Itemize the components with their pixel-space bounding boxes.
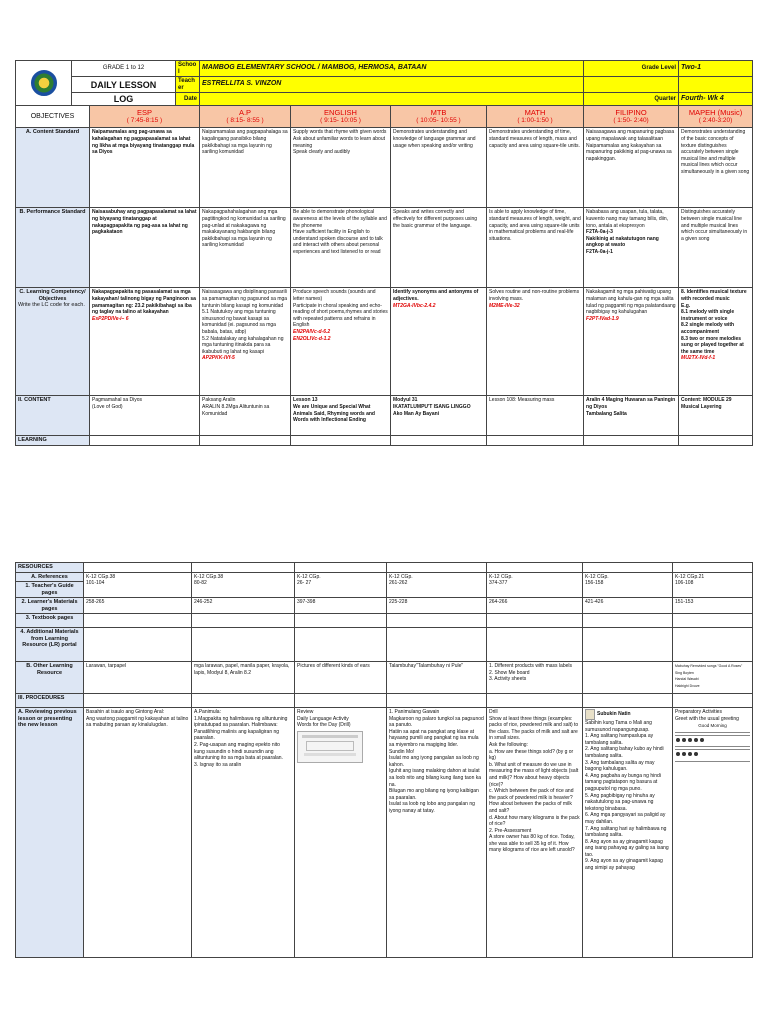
proc-mtb: 1. Panimulang Gawain Magkaroon ng palaro tungkol sa pagsunod sa panuto. Hatiin sa apat na pangkat ang klase at hayaang pumili ang pangkat ng isa mula sa miyembro na magiging lider. Sundin Mo! Isulat mo ang iyong pangalan sa loob ng kahon. Iguhit ang isang malaking dahon at isulat sa loob nito ang bilang kung ilang taon ka na. Bilugan mo ang bilang ng iyong kaibigan sa paaralan. Isulat sa loob ng lobo ang pangalan ng iyong nanay at tatay. — [387, 708, 487, 958]
lm-math: 264-266 — [487, 598, 583, 614]
learning-competency-note: Write the LC code for each. — [18, 302, 85, 309]
lc-code-english: EN2PAIVc-d-6.2 EN2OLIVc-d-1.2 — [293, 328, 331, 342]
tg-mapeh: K-12 CGp.21 106-108 — [673, 572, 753, 598]
blank-yellow-cell — [584, 77, 679, 93]
lc-code-mtb: MT2GA-IVbc-2.4.2 — [393, 302, 436, 309]
lm-ap: 246-252 — [192, 598, 295, 614]
or-ap: mga larawan, papel, manila paper, krayola, lapis, Modyul 8, Aralin 8.2 — [192, 662, 295, 694]
subject-header-math: MATH ( 1:00-1:50 ) — [487, 106, 584, 128]
lc-code-filipino: F2PT-IVad-1.9 — [586, 315, 619, 322]
blank-yellow-cell — [679, 77, 753, 93]
lc-filipino: Nakakagamit ng mga pahiwatig upang malaman ang kahulu-gan ng mga salita tulad ng paggamit ng mga palatandaang nagbibigay ng kahulugahan F2PT-IVad-1.9 — [584, 288, 679, 396]
blank-cell — [90, 436, 200, 446]
tg-math: K-12 CGp. 374-377 — [487, 572, 583, 598]
tg-mtb: K-12 CGp. 261-262 — [387, 572, 487, 598]
blank-cell — [391, 436, 487, 446]
grade-level-value: Two-1 — [679, 61, 753, 77]
lc-code-mapeh: MU2TX-IVd-f-1 — [681, 355, 716, 362]
learning-label: LEARNING — [16, 436, 90, 446]
subukin-header — [585, 709, 670, 720]
music-caption: Mabuhay Remvided songs "Good A Roses" Sing Boyten Handal Wasabi Hakbighi Dvuve — [675, 664, 743, 688]
blank-cell — [387, 628, 487, 662]
blank-cell — [583, 694, 673, 708]
blank-cell — [679, 436, 753, 446]
content-english: Lesson 13 We are Unique and Special What Animals Said, Rhyming words and Words with Inflectional Ending — [291, 396, 391, 436]
blank-cell — [192, 563, 295, 573]
content-ap: Paksang Aralin ARALIN 8.2Mga Alituntunin sa Komunidad — [200, 396, 291, 436]
worksheet-image-icon — [297, 731, 363, 763]
grade-level-label: Grade Level — [584, 61, 679, 77]
performance-standard-esp: Naisasabuhay ang pagpapasalamat sa lahat ng biyayang tinatanggap at nakapagpapakita ng pag-asa sa lahat ng pagkakataon — [90, 208, 200, 288]
blank-cell — [295, 694, 387, 708]
performance-standard-ap: Nakapagpahahalagahan ang mga pagtitingkod ng komunidad sa sariling pag-unlad at nakakagawa ng makakayanang hakbangin bilang pakikibahagi sa mga layunin ng sariling komunidad — [200, 208, 291, 288]
performance-standard-label: B. Performance Standard — [16, 208, 90, 288]
deped-logo-icon — [31, 70, 57, 96]
blank-cell — [295, 614, 387, 628]
lm-esp: 258-265 — [84, 598, 192, 614]
teachers-guide-label: 1. Teacher's Guide pages — [16, 582, 84, 598]
textbook-label: 3. Textbook pages — [16, 614, 84, 628]
content-mtb: Modyul 31 IKATATLUMPU'T ISANG LINGGO Ako Man Ay Bayani — [391, 396, 487, 436]
tg-esp: K-12 CGp.38 101-104 — [84, 572, 192, 598]
performance-standard-english: Be able to demonstrate phonological awareness at the levels of the syllable and the phoneme Have sufficient facility in English to understand spoken discourse and to talk and interact with others about personal experiences and text listened to or read — [291, 208, 391, 288]
objectives-label: OBJECTIVES — [16, 106, 90, 128]
school-value: MAMBOG ELEMENTARY SCHOOL / MAMBOG, HERMOSA, BATAAN — [200, 61, 584, 77]
quarter-label: Quarter — [584, 93, 679, 106]
review-lesson-label: A. Reviewing previous lesson or presenting the new lesson — [16, 708, 84, 958]
proc-english-text: Review Daily Language Activity Words for the Day (Drill) — [297, 709, 351, 729]
procedures-label: III. PROCEDURES — [16, 694, 84, 708]
blank-cell — [192, 694, 295, 708]
content-standard-filipino: Naisasagawa ang mapanuring pagbasa upang mapalawak ang talasalitaan Naipamamalas ang kakayahan sa mapanuring pakikinig at pag-unawa sa napakinggan. — [584, 128, 679, 208]
lc-mapeh: 8. Identifies musical texture with recorded music E.g. 8.1 melody with single instrument or voice 8.2 single melody with accompaniment 8.3 two or more melodies sung or played together at the same time MU2TX-IVd-f-1 — [679, 288, 753, 396]
teacher-value: ESTRELLITA S. VINZON — [200, 77, 584, 93]
performance-standard-mtb: Speaks and writes correctly and effectively for different purposes using the basic grammar of the language. — [391, 208, 487, 288]
blank-cell — [387, 694, 487, 708]
content-math: Lesson 108: Measuring mass — [487, 396, 584, 436]
lc-math: Solves routine and non-routine problems involving mass. M2ME-IVe-32 — [487, 288, 584, 396]
subject-header-ap: A.P ( 8:15- 8:55 ) — [200, 106, 291, 128]
blank-cell — [583, 563, 673, 573]
additional-materials-label: 4. Additional Materials from Learning Resource (LR) portal — [16, 628, 84, 662]
lm-english: 397-398 — [295, 598, 387, 614]
blank-cell — [84, 694, 192, 708]
proc-mapeh-text: Preparatory Activities Greet with the usual greeting — [675, 709, 739, 722]
blank-cell — [192, 628, 295, 662]
quarter-value: Fourth- Wk 4 — [679, 93, 753, 106]
child-reading-icon — [585, 709, 595, 720]
proc-math: Drill Show at least three things (examples: packs of rice, powdered milk and salt) to the class. The packs of milk and salt are in small sizes. Ask the following: a. How are these things sold? (by g or kg) b. What unit of measure do we use in measuring the mass of light objects (salt and milk)? How about heavy objects (rice)? c. Which between the pack of rice and the pack of powdered milk is heavier? How about between the packs of milk and salt? d. About how many kilograms is the pack of rice? 2. Pre-Assessment A store owner has 80 kg of rice. Today, she was able to sell 35 kg of it. How many kilograms of rice are left unsold? — [487, 708, 583, 958]
proc-esp: Basahin at isaulo ang Gintong Aral: Ang wastong paggamit ng kakayahan at talino sa mabuting paraan ay kinalulugdan. — [84, 708, 192, 958]
lm-mapeh: 151-153 — [673, 598, 753, 614]
performance-standard-mapeh: Distinguishes accurately between single musical line and multiple musical lines which occur simultaneously in a given song — [679, 208, 753, 288]
blank-cell — [295, 563, 387, 573]
content-filipino: Aralin 4 Maging Huwaran sa Paningin ng Diyos Tambalang Salita — [584, 396, 679, 436]
lc-code-ap: AP2PKK-IVf-5 — [202, 355, 235, 362]
content-standard-math: Demonstrates understanding of time, standard measures of length, mass and capacity and area using square-tile units. — [487, 128, 584, 208]
subject-header-mapeh: MAPEH (Music) ( 2:40-3:20) — [679, 106, 753, 128]
lc-code-esp: EsP2PDIVe-i– 6 — [92, 315, 129, 322]
dll-resources-table — [15, 562, 753, 958]
blank-cell — [673, 614, 753, 628]
proc-ap: A.Panimula: 1.Magpakita ng halimbawa ng alituntuning ipinatutupad sa paaralan. Halimbawa: Panatilihing malinis ang kapaligiran ng paaralan. 2. Pag-usapan ang maging epekto nito kung susundin o hindi susundin ang alituntuning ito sa mga bata at paaralan. 3. Isgnay ito sa aralin — [192, 708, 295, 958]
blank-cell — [583, 614, 673, 628]
or-mtb: Talambuhay"Talambuhay ni Pule" — [387, 662, 487, 694]
proc-mapeh — [673, 708, 753, 958]
blank-cell — [84, 614, 192, 628]
lc-english: Produce speech sounds (sounds and letter names) Participate in choral speaking and echo-reading of short poems,rhymes and stories with repeated patterns and refrains in English EN2PAIVc-d-6.2 EN2OLIVc-d-1.2 — [291, 288, 391, 396]
blank-cell — [673, 563, 753, 573]
content-label: II. CONTENT — [16, 396, 90, 436]
proc-english — [295, 708, 387, 958]
blank-cell — [291, 436, 391, 446]
proc-filipino-text: Sabihin kung Tama o Mali ang sumusunod napangungusap. 1. Ang salitang hampaslupa ay tambalang salita. 2. Ang salitang bahay kubo ay hindi tambalang salita. 3. Ang tambalang salita ay may bagong kahulugan. 4. Ang pagbaha ay bunga ng hindi tamang pagtatapon ng basura at pagpuputol ng mga puno. 5. Ang pagbibigay ng hinuha ay nakatutulong sa pag-unawa ng tekstong binabasa. 6. Ang mga pangyayari sa paligid ay may dahilan. 7. Ang salitang hari ay halimbawa ng tambalang salita. 8. Ang ayon sa ay ginagamit kapag ang isang pahayag ay galing sa isang tao. 9. Ang ayon sa ay ginagamit kapag ang simipi ay pahayag — [585, 720, 669, 872]
ps-filipino-text: Nababasa ang usapan, tula, talata, kuwento nang may tamang bilis, diin, tono, antala at ekspresyon — [586, 209, 669, 229]
proc-filipino — [583, 708, 673, 958]
school-logo-cell — [16, 61, 72, 106]
blank-cell — [200, 436, 291, 446]
date-label: Date — [176, 93, 200, 106]
lm-mtb: 225-228 — [387, 598, 487, 614]
blank-cell — [487, 694, 583, 708]
lc-code-math: M2ME-IVe-32 — [489, 302, 520, 309]
blank-cell — [487, 614, 583, 628]
teacher-label: Teacher — [176, 77, 200, 93]
resources-label: RESOURCES — [16, 563, 84, 573]
subject-header-filipino: FILIPINO ( 1:50- 2:40) — [584, 106, 679, 128]
blank-cell — [387, 614, 487, 628]
dll-top-table — [15, 60, 753, 446]
content-standard-mtb: Demonstrates understanding and knowledge of language grammar and usage when speaking and/or writing — [391, 128, 487, 208]
content-standard-ap: Naipamamalas ang pagpapahalaga sa kagalingang pansibiko bilang pakikibahagi sa mga layunin ng sariling komunidad — [200, 128, 291, 208]
blank-cell — [295, 628, 387, 662]
learning-competency-label-cell — [16, 288, 90, 396]
or-english: Pictures of different kinds of ears — [295, 662, 387, 694]
content-mapeh: Content: MODULE 29 Musical Layering — [679, 396, 753, 436]
lc-esp: Nakapagpapakita ng pasasalamat sa mga kakayahan/ talinong bigay ng Panginoon sa pamamagitan ng: 23.2 pakikibahagi sa iba ng taglay na talino at kakayahan EsP2PDIVe-i– 6 — [90, 288, 200, 396]
blank-cell — [487, 436, 584, 446]
content-standard-mapeh: Demonstrates understanding of the basic concepts of texture distinguishes accurately between single musical line and multiple musical lines which occur simultaneously in a given song — [679, 128, 753, 208]
blank-cell — [673, 628, 753, 662]
subject-header-english: ENGLISH ( 9:15- 10:05 ) — [291, 106, 391, 128]
blank-cell — [584, 436, 679, 446]
learning-competency-label: C. Learning Competency/ Objectives — [19, 289, 86, 302]
good-morning-title: Good Morning — [698, 723, 727, 729]
ps-filipino-code: F2TA-0a-j-3 Nakikinig at nakatutugon nang angkop at wasto F2TA-0a-j-1 — [586, 229, 659, 255]
subukin-title: Subukin Natin — [597, 711, 631, 718]
lc-ap: Naisasagawa ang disiplinang pansarili sa pamamagitan ng pagsunod sa mga tuntunin bilang kasapi ng komunidad 5.1 Natutukoy ang mga tuntuning sinusunod ng bawat kasapi sa komunidad (ei. pagsunod sa mga babala, batas, atbp) 5.2 Natatalakay ang kahalagahan ng mga tuntuning itinakda para sa ikabubuti ng lahat ng kasapi AP2PKK-IVf-5 — [200, 288, 291, 396]
subject-header-mtb: MTB ( 10:05- 10:55 ) — [391, 106, 487, 128]
blank-cell — [84, 563, 192, 573]
references-label: A. References — [16, 572, 84, 582]
performance-standard-filipino — [584, 208, 679, 288]
blank-cell — [583, 628, 673, 662]
content-standard-esp: Naipamamalas ang pag-unawa sa kahalagahan ng pagpapasalamat sa lahat ng likha at mga biyayang tinatanggap mula sa Diyos — [90, 128, 200, 208]
lc-mtb: Identify synonyms and antonyms of adjectives. MT2GA-IVbc-2.4.2 — [391, 288, 487, 396]
date-value — [200, 93, 584, 106]
lm-filipino: 421-426 — [583, 598, 673, 614]
title-daily-lesson: DAILY LESSON — [72, 77, 176, 93]
performance-standard-math: Is able to apply knowledge of time, standard measures of length, weight, and capacity, and area using square-tile units in mathematical problems and real-life situations. — [487, 208, 584, 288]
tg-filipino: K-12 CGp. 156-158 — [583, 572, 673, 598]
other-resources-label: B. Other Learning Resource — [16, 662, 84, 694]
school-label: School — [176, 61, 200, 77]
blank-cell — [84, 628, 192, 662]
or-mapeh — [673, 662, 753, 694]
subject-header-esp: ESP ( 7:45-8:15 ) — [90, 106, 200, 128]
blank-cell — [673, 694, 753, 708]
or-esp: Larawan, tarpapel — [84, 662, 192, 694]
content-standard-english: Supply words that rhyme with given words Ask about unfamiliar words to learn about meaning Speak clearly and audibly — [291, 128, 391, 208]
content-standard-label: A. Content Standard — [16, 128, 90, 208]
title-log: LOG — [72, 93, 176, 106]
learners-materials-label: 2. Learner's Materials pages — [16, 598, 84, 614]
tg-english: K-12 CGp. 26- 27 — [295, 572, 387, 598]
grade-range: GRADE 1 to 12 — [72, 61, 176, 77]
blank-cell — [487, 563, 583, 573]
or-math: 1. Different products with mass labels 2. Show Me board 3. Activity sheets — [487, 662, 583, 694]
or-filipino — [583, 662, 673, 694]
blank-cell — [387, 563, 487, 573]
content-esp: Pagmamahal sa Diyos (Love of God) — [90, 396, 200, 436]
tg-ap: K-12 CGp.38 80-82 — [192, 572, 295, 598]
blank-cell — [487, 628, 583, 662]
blank-cell — [192, 614, 295, 628]
sheet-music-icon — [675, 732, 750, 762]
